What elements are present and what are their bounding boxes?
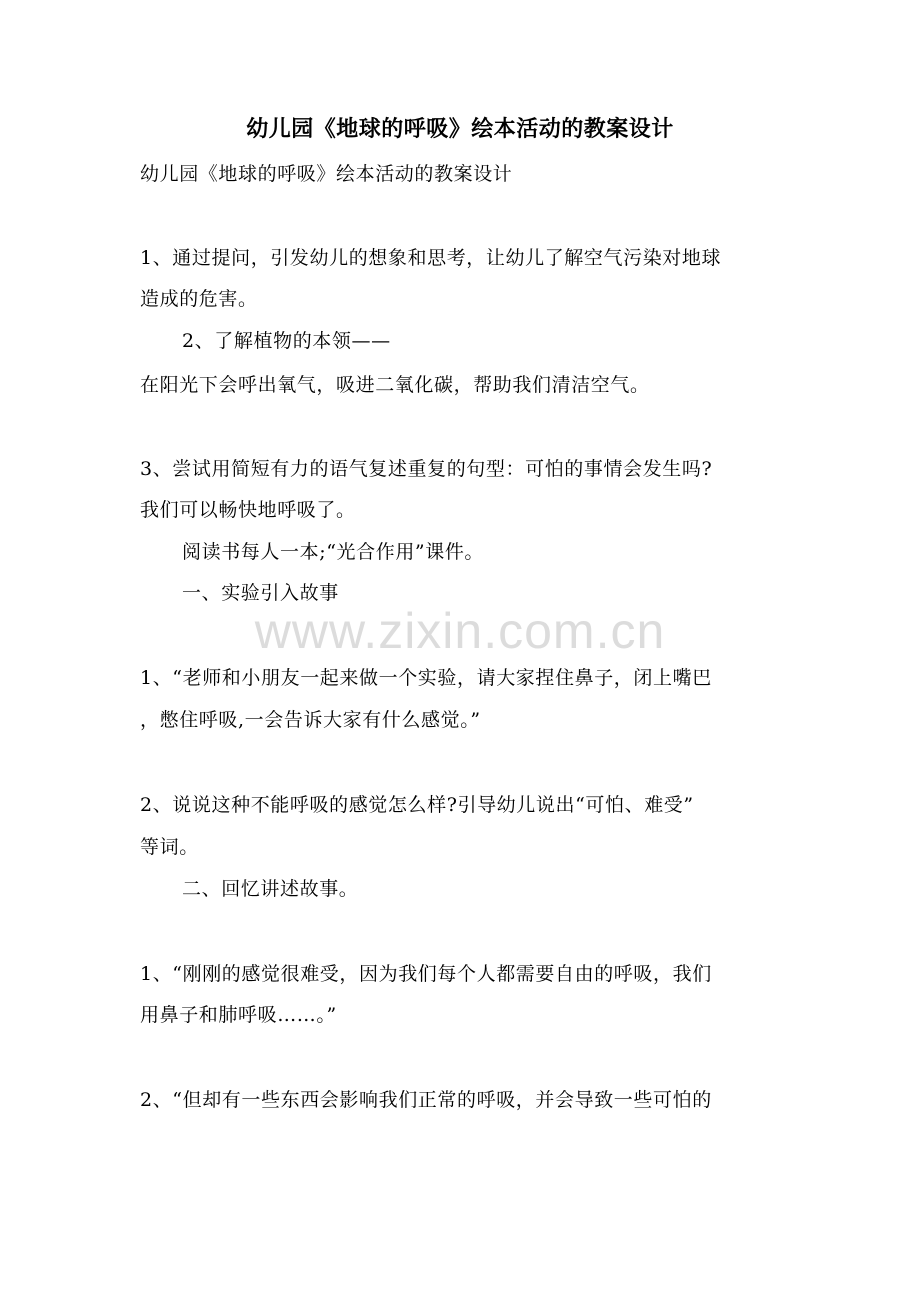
paragraph-line: 2、了解植物的本领—— [182, 330, 391, 352]
paragraph-line: ，憋住呼吸,一会告诉大家有什么感觉。” [140, 709, 481, 731]
paragraph-line: 造成的危害。 [140, 288, 258, 310]
paragraph-line: 1、通过提问，引发幼儿的想象和思考，让幼儿了解空气污染对地球 [140, 247, 722, 269]
paragraph-line: 用鼻子和肺呼吸……。” [140, 1004, 337, 1026]
paragraph-line: 1、“老师和小朋友一起来做一个实验，请大家捏住鼻子，闭上嘴巴 [140, 667, 712, 689]
watermark: www.zixin.com.cn [254, 603, 666, 659]
document-subtitle: 幼儿园《地球的呼吸》绘本活动的教案设计 [140, 163, 513, 185]
paragraph-line: 3、尝试用简短有力的语气复述重复的句型：可怕的事情会发生吗? [140, 458, 713, 480]
paragraph-line: 等词。 [140, 836, 199, 858]
paragraph-line: 阅读书每人一本;“光合作用”课件。 [182, 541, 485, 563]
document-title: 幼儿园《地球的呼吸》绘本活动的教案设计 [246, 116, 674, 142]
paragraph-line: 1、“刚刚的感觉很难受，因为我们每个人都需要自由的呼吸，我们 [140, 963, 712, 985]
section-heading: 二、回忆讲述故事。 [182, 878, 359, 900]
section-heading: 一、实验引入故事 [182, 582, 339, 604]
paragraph-line: 在阳光下会呼出氧气，吸进二氧化碳，帮助我们清洁空气。 [140, 374, 650, 396]
paragraph-line: 2、说说这种不能呼吸的感觉怎么样?引导幼儿说出“可怕、难受” [140, 794, 694, 816]
paragraph-line: 我们可以畅快地呼吸了。 [140, 499, 356, 521]
paragraph-line: 2、“但却有一些东西会影响我们正常的呼吸，并会导致一些可怕的 [140, 1089, 712, 1111]
